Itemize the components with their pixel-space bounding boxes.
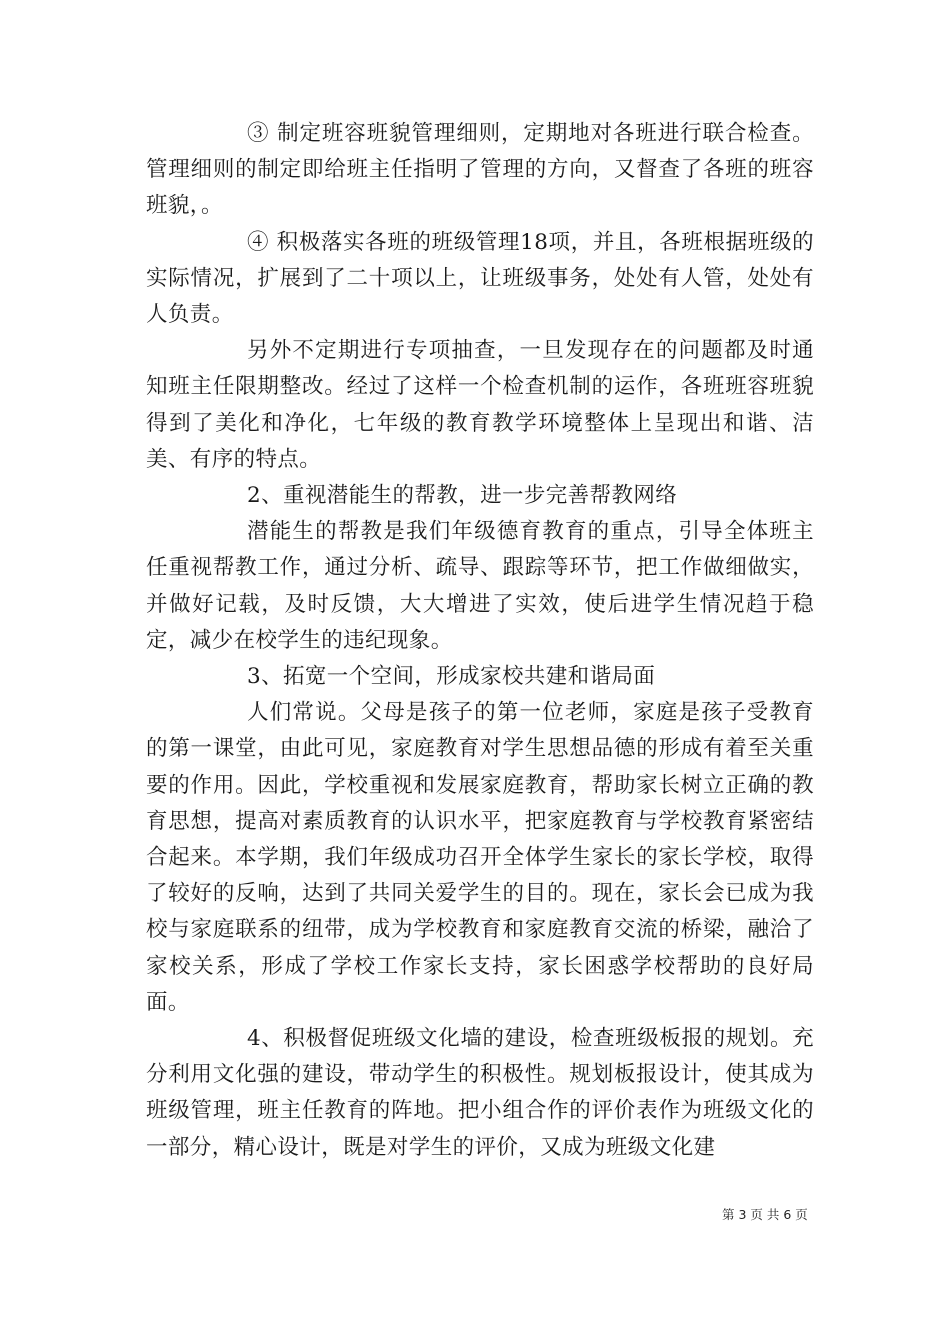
document-body — [146, 116, 814, 1166]
paragraph-item-4-class-management: ④ 积极落实各班的班级管理18项，并且，各班根据班级的实际情况，扩展到了二十项以上，让班级事务，处处有人管，处处有人负责。 — [146, 229, 814, 328]
paragraph-item-3-rules: ③ 制定班容班貌管理细则，定期地对各班进行联合检查。管理细则的制定即给班主任指明了管理的方向，又督查了各班的班容班貌，。 — [146, 121, 814, 219]
section-heading-2: 2、重视潜能生的帮教，进一步完善帮教网络 — [247, 483, 678, 509]
section-heading-3: 3、拓宽一个空间，形成家校共建和谐局面 — [247, 664, 656, 690]
page-footer: 第 3 页 共 6 页 — [722, 1207, 808, 1222]
paragraph-potential-students: 潜能生的帮教是我们年级德育教育的重点，引导全体班主任重视帮教工作，通过分析、疏导、跟踪等环节，把工作做细做实，并做好记载，及时反馈，大大增进了实效，使后进学生情况趋于稳定，减少在校学生的违纪现象。 — [146, 519, 814, 653]
paragraph-spot-checks: 另外不定期进行专项抽查，一旦发现存在的问题都及时通知班主任限期整改。经过了这样一个检查机制的运作，各班班容班貌得到了美化和净化，七年级的教育教学环境整体上呈现出和谐、洁美、有序的特点。 — [146, 338, 814, 472]
paragraph-culture-wall: 4、积极督促班级文化墙的建设，检查班级板报的规划。充分利用文化强的建设，带动学生的积极性。规划板报设计，使其成为班级管理，班主任教育的阵地。把小组合作的评价表作为班级文化的一部分，精心设计，既是对学生的评价，又成为班级文化建 — [146, 1026, 814, 1160]
paragraph-home-school: 人们常说。父母是孩子的第一位老师，家庭是孩子受教育的第一课堂，由此可见，家庭教育对学生思想品德的形成有着至关重要的作用。因此，学校重视和发展家庭教育，帮助家长树立正确的教育思想，提高对素质教育的认识水平，把家庭教育与学校教育紧密结合起来。本学期，我们年级成功召开全体学生家长的家长学校，取得了较好的反响，达到了共同关爱学生的目的。现在，家长会已成为我校与家庭联系的纽带，成为学校教育和家庭教育交流的桥梁，融洽了家校关系，形成了学校工作家长支持，家长困惑学校帮助的良好局面。 — [146, 700, 814, 1015]
